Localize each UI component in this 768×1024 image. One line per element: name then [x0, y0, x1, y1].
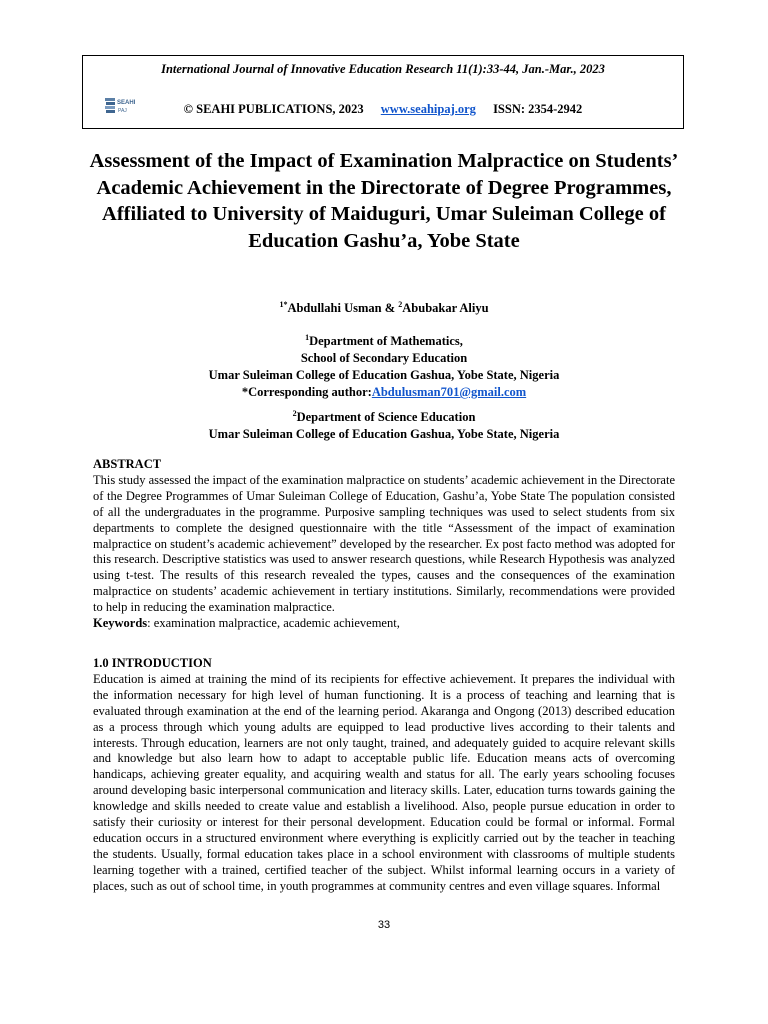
affiliation-1-school: School of Secondary Education	[300, 351, 468, 365]
logo-text: SEAHI	[117, 100, 136, 106]
introduction-heading: 1.0 INTRODUCTION	[93, 656, 212, 670]
website-link[interactable]: www.seahipaj.org	[380, 102, 476, 116]
page-number: 33	[377, 919, 391, 931]
affiliation-2: $^2$Department of Science Education Umar Suleiman College of Education Gashua, Yobe State, Nigeria	[0, 409, 768, 443]
keywords-label: Keywords	[93, 616, 148, 631]
introduction-section	[93, 656, 675, 895]
author-1: Abdullahi Usman &	[287, 301, 399, 315]
introduction-text: Education is aimed at training the mind of its recipients for effective achievement. It prepares the individual with the information necessary for high level of human functioning. It is a process of teaching and learning that is evaluated through examination at the end of the learning period. Akaranga and Ongong (2013) described education as a process through which young adults are equipped to lead productive lives according to their talents and interests. Through education, learners are not only taught, trained, and adequately guided to acquire relevant skills and knowledge but also learn how to adapt to acceptable public life. Education means acts of overcoming handicaps, achieving greater equality, and acquiring wealth and status for all. The early years schooling focuses around developing basic interpersonal communication and literacy skills. Later, education turns towards gaining the knowledge and skills needed to create value and establish a livelihood. Also, people pursue education in order to satisfy their curiosity or interest for their personal development. Education could be formal or informal. Formal education occurs in a structured environment where everything is explicitly carried out by the teacher in teaching the students. Usually, formal education takes place in a school environment with classrooms of multiple students learning together with a trained, certified teacher of the subject. Whilst informal learning occurs in a variety of places, such as out of school time, in youth programmes at community centres and even village squares. Informal	[93, 671, 675, 893]
author-line: $^{1*}$Abdullahi Usman & $^2$Abubakar Aliyu	[279, 299, 489, 315]
abstract-heading: ABSTRACT	[93, 457, 162, 471]
publisher-copyright: © SEAHI PUBLICATIONS, 2023	[183, 102, 364, 116]
svg-text:PAJ: PAJ	[118, 108, 127, 114]
affiliation-2-dept: Department of Science Education	[296, 410, 476, 424]
publisher-line	[83, 102, 683, 117]
affiliation-1: $^1$Department of Mathematics, School of Secondary Education Umar Suleiman College of Education Gashua, Yobe State, Nigeria *Corresponding author:Abdulusman701@gmail.com	[0, 333, 768, 401]
email-link[interactable]: Abdulusman701@gmail.com	[371, 385, 527, 399]
journal-citation: International Journal of Innovative Education Research 11(1):33-44, Jan.-Mar., 2023	[161, 62, 605, 76]
keywords-line	[93, 616, 675, 632]
affiliation-2-college: Umar Suleiman College of Education Gashua, Yobe State, Nigeria	[208, 427, 560, 441]
journal-header-box	[82, 55, 684, 129]
abstract-section	[93, 457, 675, 632]
abstract-text: This study assessed the impact of the examination malpractice on students’ academic achievement in the Directorate of the Degree Programmes of Umar Suleiman College of Education, Gashu’a, Yobe State The population consisted of all the undergraduates in the programme. Purposive sampling techniques was used to select students from six departments to complete the designed questionnaire with the title “Assessment of the impact of examination malpractice on student’s academic achievement” developed by the researcher. Ex post facto method was adopted for this research. Descriptive statistics was used to answer research questions, while Research Hypothesis was analyzed using t-test. The results of this research revealed the types, causes and the consequences of the examination malpractice on students’ academic achievement in tertiary institutions. Similarly, recommendations were provided to help in reducing the examination malpractice.	[93, 472, 675, 615]
issn: ISSN: 2354-2942	[493, 102, 583, 116]
keywords-text: : examination malpractice, academic achievement,	[147, 616, 400, 631]
corresponding-author-label: *Corresponding author:	[241, 385, 372, 399]
affiliation-1-dept: Department of Mathematics,	[309, 334, 463, 348]
author-2: Abubakar Aliyu	[402, 301, 489, 315]
paper-title: Assessment of the Impact of Examination Malpractice on Students’ Academic Achievement in the Directorate of Degree Programmes, Affiliated to University of Maiduguri, Umar Suleiman College of Education Gashu’a, Yobe State	[89, 150, 679, 252]
affiliation-1-college: Umar Suleiman College of Education Gashua, Yobe State, Nigeria	[208, 368, 560, 382]
